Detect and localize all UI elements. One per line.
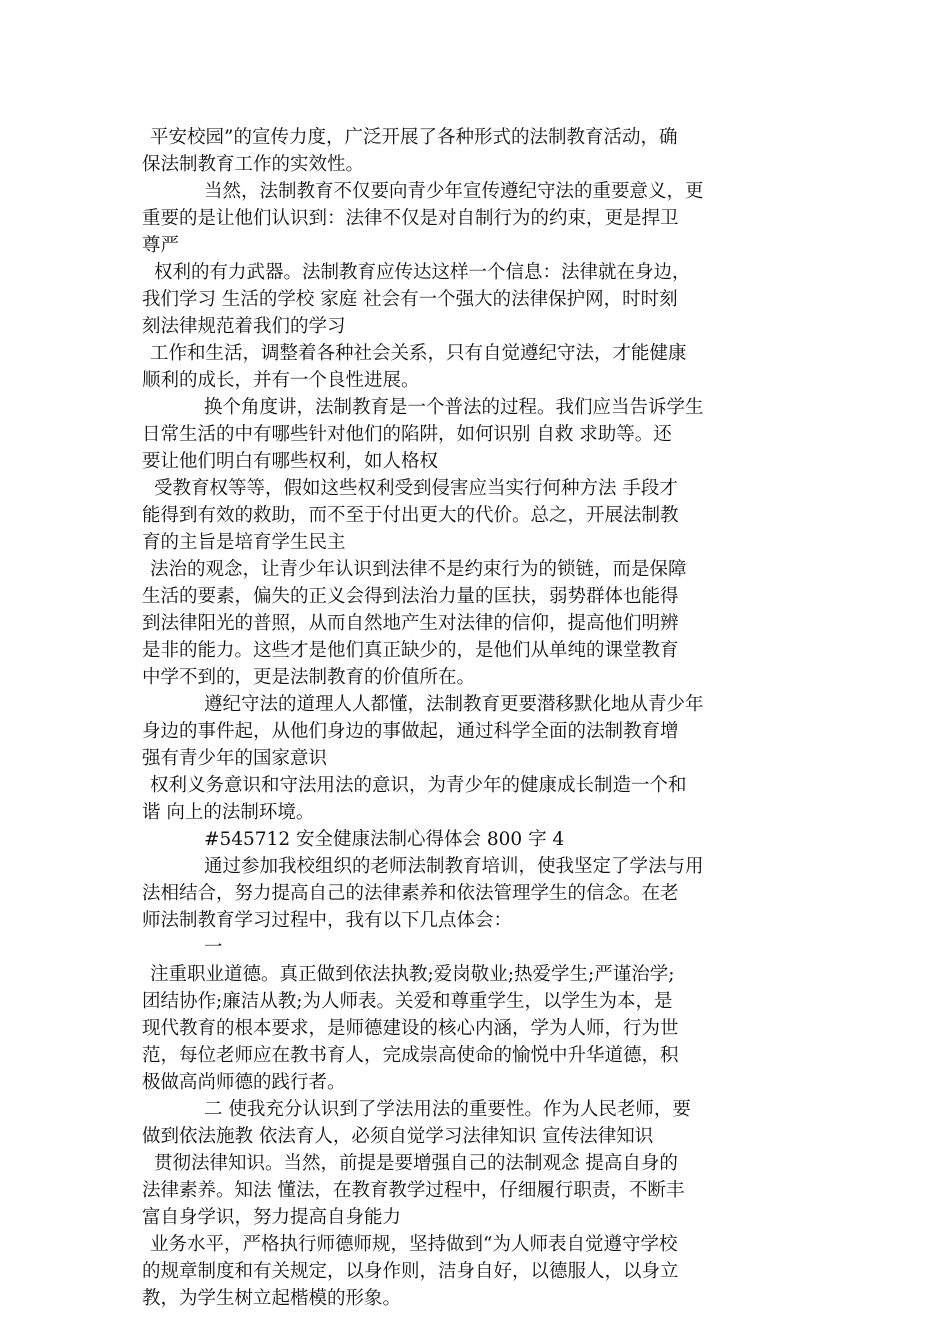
text-line: 中学不到的，更是法制教育的价值所在。 [142, 667, 476, 688]
document-body [142, 124, 812, 1312]
text-line: 当然，法制教育不仅要向青少年宣传遵纪守法的重要意义，更 [204, 181, 704, 202]
text-line: 育的主旨是培育学生民主 [142, 532, 346, 553]
text-line: 生活的要素，偏失的正义会得到法治力量的匡扶，弱势群体也能得 [142, 586, 679, 607]
text-line: 范，每位老师应在教书育人，完成崇高使命的愉悦中升华道德，积 [142, 1045, 679, 1066]
text-line: 二 使我充分认识到了学法用法的重要性。作为人民老师，要 [204, 1099, 691, 1120]
text-line: 能得到有效的救助，而不至于付出更大的代价。总之，开展法制教 [142, 505, 679, 526]
text-line: 遵纪守法的道理人人都懂，法制教育更要潜移默化地从青少年 [204, 694, 704, 715]
text-line: 法律素养。知法 懂法，在教育教学过程中，仔细履行职责，不断丰 [142, 1180, 685, 1201]
text-line: 刻法律规范着我们的学习 [142, 316, 346, 337]
text-line: 受教育权等等，假如这些权利受到侵害应当实行何种方法 手段才 [154, 478, 678, 499]
text-line: 是非的能力。这些才是他们真正缺少的，是他们从单纯的课堂教育 [142, 640, 679, 661]
text-line: 要让他们明白有哪些权利，如人格权 [142, 451, 439, 472]
text-line: 业务水平，严格执行师德师规，坚持做到“为人师表自觉遵守学校 [150, 1234, 678, 1255]
text-line: 尊严 [142, 235, 180, 256]
text-line: 权利义务意识和守法用法的意识，为青少年的健康成长制造一个和 [150, 775, 687, 796]
text-line: 做到依法施教 依法育人，必须自觉学习法律知识 宣传法律知识 [142, 1126, 654, 1147]
text-line: #545712 安全健康法制心得体会 800 字 4 [204, 829, 565, 850]
text-line: 的规章制度和有关规定，以身作则，洁身自好，以德服人，以身立 [142, 1261, 679, 1282]
text-line: 通过参加我校组织的老师法制教育培训，使我坚定了学法与用 [204, 856, 704, 877]
text-line: 平安校园”的宣传力度，广泛开展了各种形式的法制教育活动，确 [150, 127, 678, 148]
text-line: 贯彻法律知识。当然，前提是要增强自己的法制观念 提高自身的 [154, 1153, 678, 1174]
text-line: 保法制教育工作的实效性。 [142, 154, 365, 175]
text-line: 法相结合，努力提高自己的法律素养和依法管理学生的信念。在老 [142, 883, 679, 904]
text-line: 富自身学识，努力提高自身能力 [142, 1207, 402, 1228]
text-line: 重要的是让他们认识到：法律不仅是对自制行为的约束，更是捍卫 [142, 208, 679, 229]
text-line: 现代教育的根本要求，是师德建设的核心内涵，学为人师，行为世 [142, 1018, 679, 1039]
text-line: 强有青少年的国家意识 [142, 748, 328, 769]
text-line: 极做高尚师德的践行者。 [142, 1072, 346, 1093]
text-line: 谐 向上的法制环境。 [142, 802, 315, 823]
text-line: 我们学习 生活的学校 家庭 社会有一个强大的法律保护网，时时刻 [142, 289, 678, 310]
text-line: 权利的有力武器。法制教育应传达这样一个信息：法律就在身边， [154, 262, 691, 283]
text-line: 换个角度讲，法制教育是一个普法的过程。我们应当告诉学生 [204, 397, 704, 418]
text-line: 日常生活的中有哪些针对他们的陷阱，如何识别 自救 求助等。还 [142, 424, 672, 445]
text-line: 顺利的成长，并有一个良性进展。 [142, 370, 420, 391]
text-line: 师法制教育学习过程中，我有以下几点体会： [142, 910, 513, 931]
text-line: 注重职业道德。真正做到依法执教;爱岗敬业;热爱学生;严谨治学; [150, 964, 675, 985]
text-line: 身边的事件起，从他们身边的事做起，通过科学全面的法制教育增 [142, 721, 679, 742]
text-line: 到法律阳光的普照，从而自然地产生对法律的信仰，提高他们明辨 [142, 613, 679, 634]
text-line: 一 [204, 937, 223, 958]
text-line: 团结协作;廉洁从教;为人师表。关爱和尊重学生，以学生为本，是 [142, 991, 673, 1012]
text-line: 教，为学生树立起楷模的形象。 [142, 1288, 402, 1309]
text-line: 工作和生活，调整着各种社会关系，只有自觉遵纪守法，才能健康 [150, 343, 687, 364]
text-line: 法治的观念，让青少年认识到法律不是约束行为的锁链，而是保障 [150, 559, 687, 580]
